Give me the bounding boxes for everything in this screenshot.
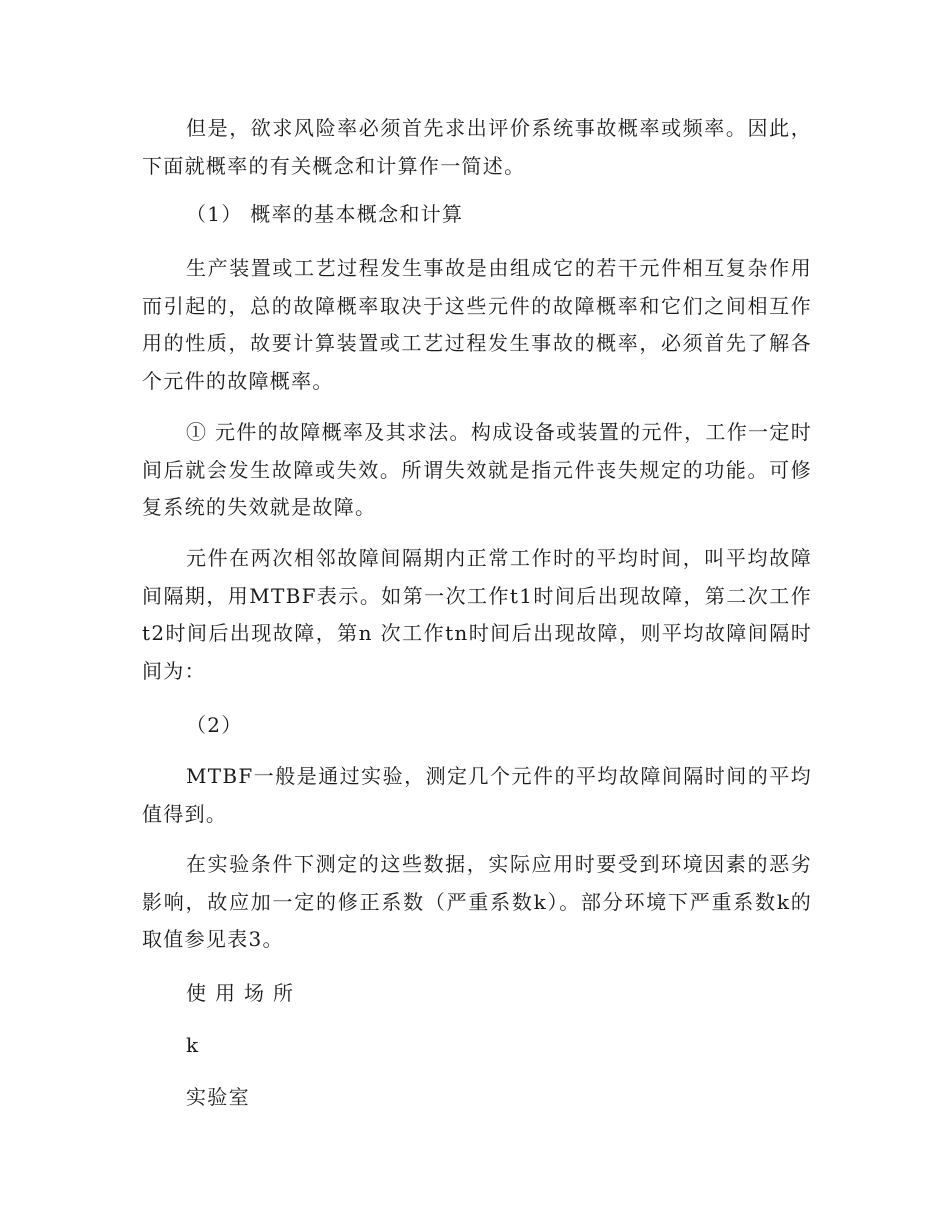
- table-header-place: 使用场所: [186, 981, 302, 1005]
- paragraph-risk-rate: 但是，欲求风险率必须首先求出评价系统事故概率或频率。因此，下面就概率的有关概念和计算作一简述。: [142, 116, 812, 178]
- paragraph-component-failure: ① 元件的故障概率及其求法。构成设备或装置的元件，工作一定时间后就会发生故障或失效。所谓失效就是指元件丧失规定的功能。可修复系统的失效就是故障。: [142, 420, 812, 519]
- section-heading-probability: （1） 概率的基本概念和计算: [186, 202, 464, 226]
- paragraph-mtbf-definition: 元件在两次相邻故障间隔期内正常工作时的平均时间，叫平均故障间隔期，用MTBF表示。如第一次工作t1时间后出现故障，第二次工作t2时间后出现故障，第n 次工作tn时间后出现故障，则平均故障间隔时间为：: [142, 546, 812, 683]
- paragraph-mtbf-experiment: MTBF一般是通过实验，测定几个元件的平均故障间隔时间的平均值得到。: [142, 764, 812, 826]
- table-header-k: k: [186, 1033, 200, 1057]
- equation-number: （2）: [186, 713, 243, 737]
- table-cell-laboratory: 实验室: [186, 1085, 250, 1109]
- paragraph-failure-probability: 生产装置或工艺过程发生事故是由组成它的若干元件相互复杂作用而引起的，总的故障概率取决于这些元件的故障概率和它们之间相互作用的性质，故要计算装置或工艺过程发生事故的概率，必须首先了解各个元件的故障概率。: [142, 256, 812, 393]
- paragraph-severity-coefficient: 在实验条件下测定的这些数据，实际应用时要受到环境因素的恶劣影响，故应加一定的修正系数（严重系数k）。部分环境下严重系数k的取值参见表3。: [142, 852, 812, 951]
